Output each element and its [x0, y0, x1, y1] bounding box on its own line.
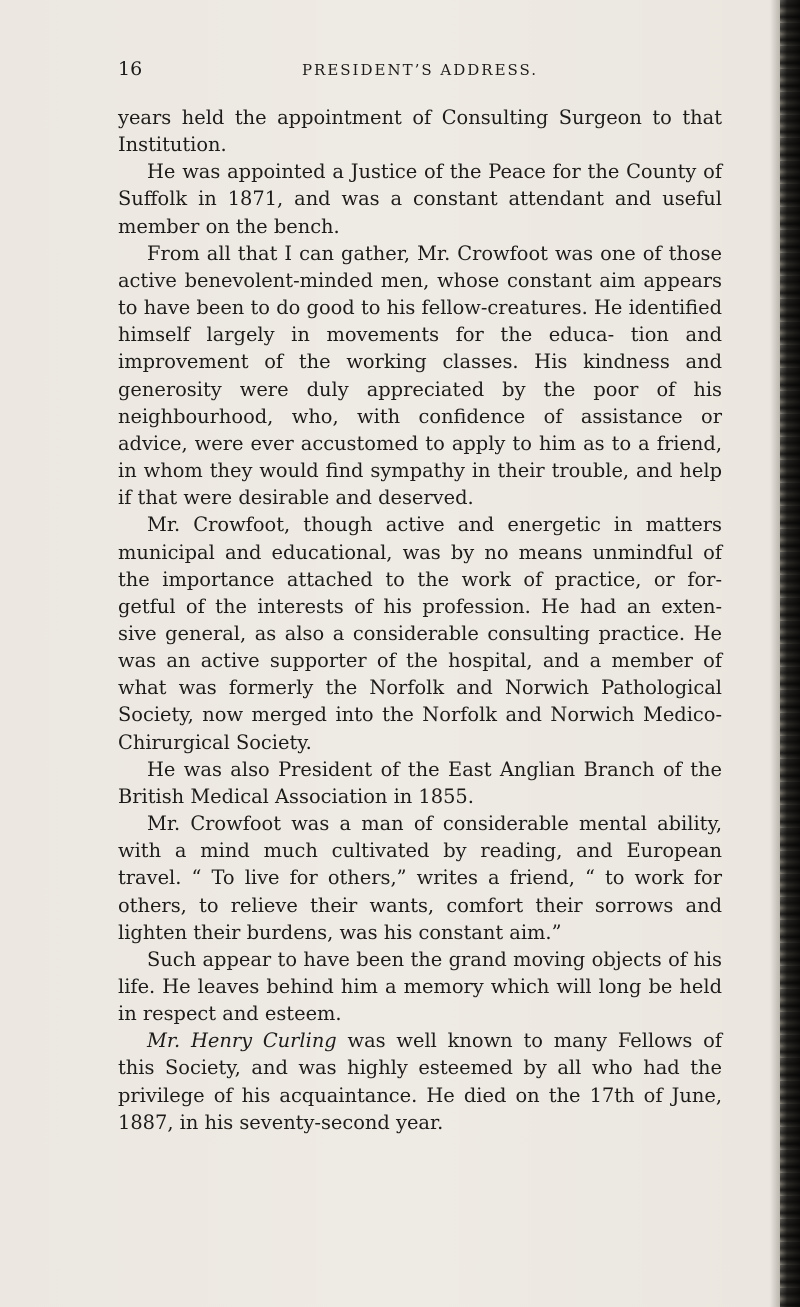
page-number: 16	[118, 58, 143, 80]
paragraph-benevolence: From all that I can gather, Mr. Crowfoot was one of those active benevolent-minded men, whose constant aim appears to have been to do good to his fellow-creatures. He identified himself largely in movements for the educa- tion and improvement of the working classes. His kindness and generosity were duly appreciated by the poor of his neighbourhood, who, with confidence of assistance or advice, were ever accustomed to apply to him as to a friend, in whom they would find sympathy in their trouble, and help if that were desirable and deserved.	[118, 241, 722, 510]
book-binding-edge	[780, 0, 800, 1307]
page-edge-shadow	[770, 0, 780, 1307]
page-header	[118, 58, 722, 88]
paragraph-life-objects: Such appear to have been the grand moving objects of his life. He leaves behind him a memory which will long be held in respect and esteem.	[118, 947, 722, 1026]
paragraph-mental-ability: Mr. Crowfoot was a man of considerable mental ability, with a mind much cultivated by reading, and European travel. “ To live for others,” writes a friend, “ to work for others, to relieve their wants, comfort their sorrows and lighten their burdens, was his constant aim.”	[118, 812, 722, 944]
paragraph-justice-of-peace: He was appointed a Justice of the Peace for the County of Suffolk in 1871, and was a constant attendant and useful member on the bench.	[118, 160, 722, 238]
body-text	[118, 104, 722, 1136]
paragraph-henry-curling-text: was well known to many Fellows of this Society, and was highly esteemed by all who had the privilege of his acquaintance. He died on the 17th of June, 1887, in his seventy-second year.	[118, 1029, 723, 1134]
paragraph-practice: Mr. Crowfoot, though active and energetic in matters municipal and educational, was by no means unmindful of the importance attached to the work of practice, or for- getful of the interests of his profession. He had an exten- sive general, as also a considerable consulting practice. He was an active supporter of the hospital, and a member of what was formerly the Norfolk and Norwich Pathological Society, now merged into the Norfolk and Norwich Medico-Chirurgical Society.	[118, 513, 722, 754]
paragraph-henry-curling	[118, 1027, 722, 1136]
paragraph-institution: years held the appointment of Consulting Surgeon to that Institution.	[118, 106, 722, 157]
paragraph-president-branch: He was also President of the East Anglian Branch of the British Medical Association in 1855.	[118, 757, 722, 808]
person-name-henry-curling: Mr. Henry Curling	[147, 1029, 337, 1053]
running-head: PRESIDENT’S ADDRESS.	[301, 61, 539, 79]
